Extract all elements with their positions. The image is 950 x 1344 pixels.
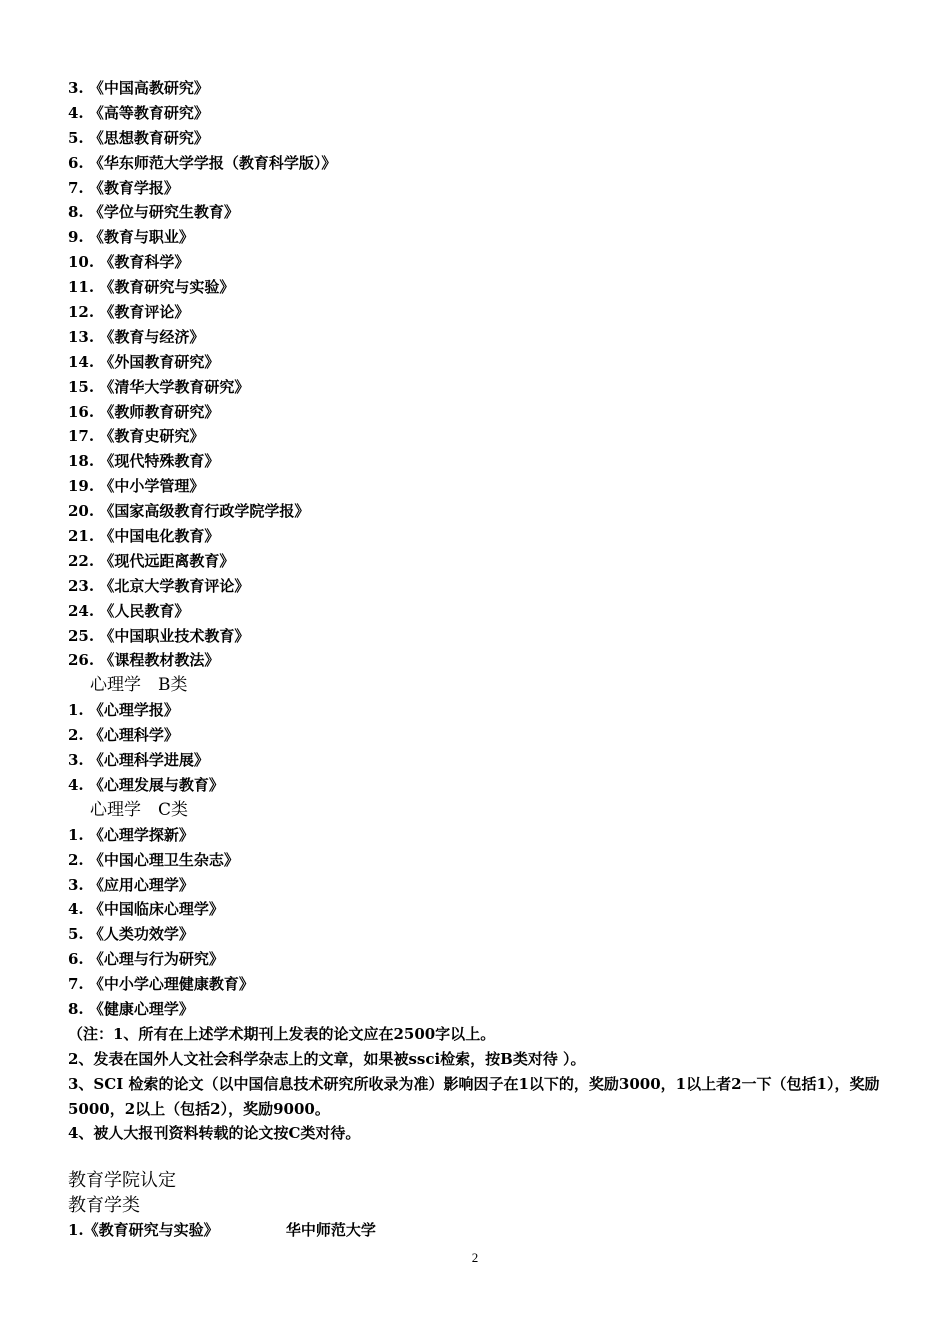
list-item: 14. 《外国教育研究》 (68, 352, 220, 371)
list-item: 15. 《清华大学教育研究》 (68, 377, 250, 396)
list-item: 23. 《北京大学教育评论》 (68, 576, 250, 595)
list-item: 1. 《心理学报》 (68, 701, 179, 720)
list-item (68, 1218, 883, 1243)
list-item: 2. 《心理科学》 (68, 726, 179, 745)
note-line: 3、SCI 检索的论文（以中国信息技术研究所收录为准）影响因子在1以下的，奖励3000，1以上者2一下（包括1），奖励5000，2以上（包括2），奖励9000。 (68, 1074, 880, 1118)
list-item: 16. 《教师教育研究》 (68, 402, 220, 421)
spacer (68, 1146, 883, 1168)
list-item: 3. 《心理科学进展》 (68, 751, 209, 770)
note-line: 2、发表在国外人文社会科学杂志上的文章，如果被ssci检索，按B类对待 ）。 (68, 1049, 586, 1068)
note-line: 4、被人大报刊资料转载的论文按C类对待。 (68, 1124, 361, 1143)
list-item: 5. 《思想教育研究》 (68, 128, 209, 147)
college-section (68, 1168, 883, 1243)
list-item: 3. 《应用心理学》 (68, 875, 194, 894)
notes-section (68, 1022, 883, 1147)
list-item: 2. 《中国心理卫生杂志》 (68, 850, 239, 869)
journal-name: 1.《教育研究与实验》 (68, 1221, 219, 1240)
list-item: 1. 《心理学探新》 (68, 825, 194, 844)
list-item: 25. 《中国职业技术教育》 (68, 626, 250, 645)
list-item: 17. 《教育史研究》 (68, 427, 205, 446)
list-item: 7. 《中小学心理健康教育》 (68, 975, 254, 994)
note-line: （注：1、所有在上述学术期刊上发表的论文应在2500字以上。 (68, 1024, 496, 1043)
list-item: 11. 《教育研究与实验》 (68, 278, 235, 297)
list-item: 9. 《教育与职业》 (68, 228, 194, 247)
psychology-b-section (68, 673, 883, 797)
list-item: 4. 《中国临床心理学》 (68, 900, 224, 919)
list-item: 5. 《人类功效学》 (68, 925, 194, 944)
document-page (68, 76, 883, 1243)
list-item: 21. 《中国电化教育》 (68, 527, 220, 546)
list-item: 18. 《现代特殊教育》 (68, 452, 220, 471)
list-item: 4. 《高等教育研究》 (68, 103, 209, 122)
list-item: 7. 《教育学报》 (68, 178, 179, 197)
psychology-c-heading: 心理学 C类 (90, 799, 189, 820)
list-item: 13. 《教育与经济》 (68, 327, 205, 346)
list-item: 12. 《教育评论》 (68, 303, 190, 322)
list-item: 24. 《人民教育》 (68, 601, 190, 620)
list-item: 8. 《健康心理学》 (68, 999, 194, 1018)
psychology-c-section (68, 798, 883, 1022)
list-item: 19. 《中小学管理》 (68, 477, 205, 496)
list-item: 20. 《国家高级教育行政学院学报》 (68, 502, 310, 521)
list-item: 4. 《心理发展与教育》 (68, 775, 224, 794)
psychology-b-heading: 心理学 B类 (90, 675, 188, 696)
education-journal-list (68, 76, 883, 673)
list-item: 6. 《华东师范大学学报（教育科学版）》 (68, 153, 337, 172)
list-item: 3. 《中国高教研究》 (68, 79, 209, 97)
list-item: 6. 《心理与行为研究》 (68, 950, 224, 969)
list-item: 22. 《现代远距离教育》 (68, 551, 235, 570)
page-number: 2 (471, 1250, 479, 1265)
list-item: 10. 《教育科学》 (68, 253, 190, 272)
college-title: 教育学院认定 (68, 1170, 176, 1192)
list-item: 8. 《学位与研究生教育》 (68, 203, 239, 222)
list-item: 26. 《课程教材教法》 (68, 651, 220, 670)
college-subtitle: 教育学类 (68, 1195, 140, 1217)
institution-name: 华中师范大学 (285, 1221, 376, 1240)
